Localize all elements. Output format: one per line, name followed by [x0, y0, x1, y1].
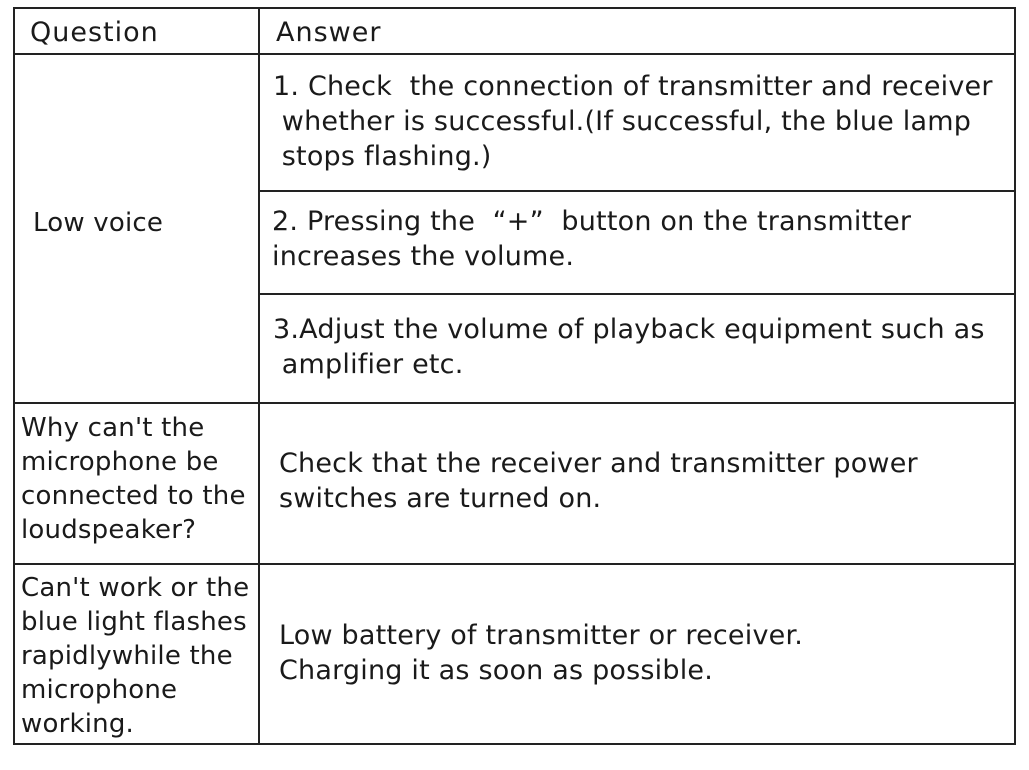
- header-question: Question: [30, 17, 159, 48]
- border-top: [13, 7, 1016, 9]
- question-not-connected: Why can't the microphone be connected to the loudspeaker?: [21, 413, 246, 545]
- answer-2-divider: [259, 293, 1016, 295]
- border-right: [1014, 7, 1016, 745]
- faq-table: [13, 7, 1016, 745]
- header-row-divider: [13, 53, 1016, 55]
- question-low-voice: Low voice: [33, 208, 164, 238]
- answer-low-voice-2: 2. Pressing the “+” button on the transmitter increases the volume.: [272, 206, 912, 272]
- answer-low-voice-1: 1. Check the connection of transmitter and receiver whether is successful.(If successful, the blue lamp stops flashing.): [273, 71, 993, 172]
- header-answer: Answer: [276, 17, 382, 48]
- answer-low-voice-3: 3.Adjust the volume of playback equipment such as amplifier etc.: [273, 314, 985, 380]
- border-bottom: [13, 743, 1016, 745]
- question-cant-work: Can't work or the blue light flashes rapidlywhile the microphone working.: [21, 573, 250, 739]
- answer-1-divider: [259, 190, 1016, 192]
- column-divider: [258, 7, 260, 745]
- row-1-divider: [13, 402, 1016, 404]
- answer-cant-work: Low battery of transmitter or receiver. Charging it as soon as possible.: [279, 620, 804, 686]
- border-left: [13, 7, 15, 745]
- answer-not-connected: Check that the receiver and transmitter power switches are turned on.: [279, 448, 918, 514]
- row-2-divider: [13, 563, 1016, 565]
